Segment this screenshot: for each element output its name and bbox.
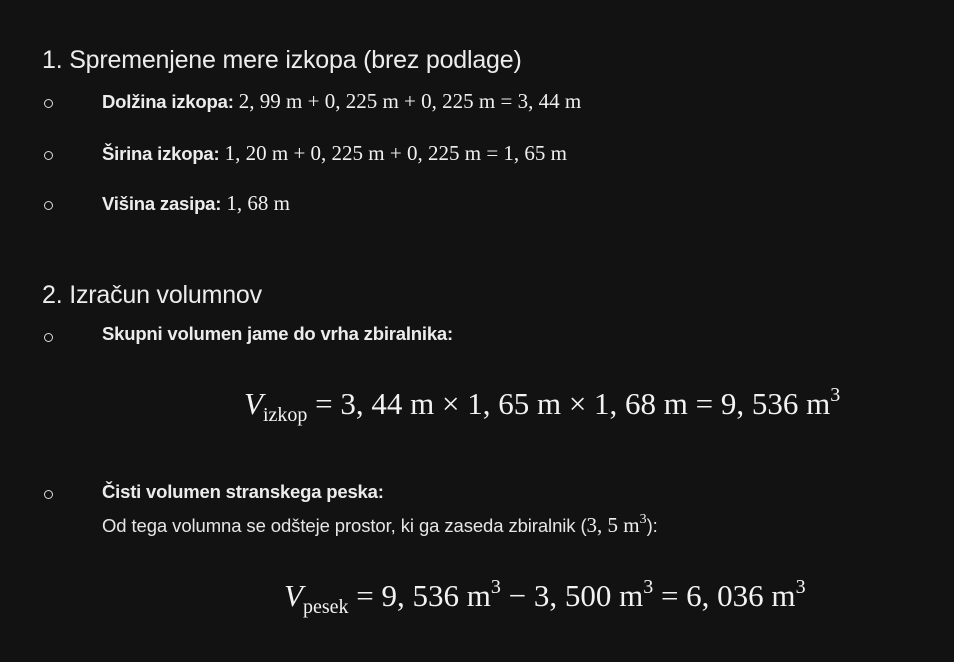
list-item-description <box>102 513 658 538</box>
list-item-dolzina <box>102 89 581 114</box>
item-math: 2, 99 m + 0, 225 m + 0, 225 m = 3, 44 m <box>238 89 582 113</box>
list-item-cisti-volumen <box>102 481 384 503</box>
equation-volume-izkop <box>244 384 841 426</box>
equation-rhs: = 3, 44 m × 1, 65 m × 1, 68 m = 9, 536 m <box>315 386 831 421</box>
section-1-heading: 1. Spremenjene mere izkopa (brez podlage) <box>42 46 522 74</box>
item-label: Čisti volumen stranskega peska: <box>102 481 384 502</box>
item-label: Dolžina izkopa: <box>102 91 234 112</box>
bullet-icon <box>44 201 53 210</box>
item-label: Širina izkopa: <box>102 143 220 164</box>
bullet-icon <box>44 151 53 160</box>
description-text-end: ): <box>646 515 658 536</box>
item-label: Višina zasipa: <box>102 193 222 214</box>
equation-superscript: 3 <box>830 384 841 406</box>
description-text: Od tega volumna se odšteje prostor, ki ga zaseda zbiralnik ( <box>102 515 587 536</box>
list-item-visina <box>102 191 290 216</box>
equation-part-3: = 6, 036 m <box>653 578 796 613</box>
list-item-skupni-volumen <box>102 323 453 345</box>
equation-superscript-1: 3 <box>490 576 501 598</box>
equation-part-1: = 9, 536 m <box>356 578 491 613</box>
equation-superscript-2: 3 <box>643 576 654 598</box>
list-item-sirina <box>102 141 567 166</box>
equation-part-2: − 3, 500 m <box>500 578 644 613</box>
equation-volume-pesek <box>284 576 806 618</box>
item-math: 1, 68 m <box>226 191 290 215</box>
equation-subscript: izkop <box>262 404 308 426</box>
equation-variable: V <box>284 578 303 613</box>
inline-superscript: 3 <box>639 512 647 527</box>
equation-subscript: pesek <box>302 596 349 618</box>
item-math: 1, 20 m + 0, 225 m + 0, 225 m = 1, 65 m <box>224 141 567 165</box>
inline-math: 3, 5 m <box>586 513 640 537</box>
bullet-icon <box>44 490 53 499</box>
equation-variable: V <box>244 386 263 421</box>
bullet-icon <box>44 99 53 108</box>
item-label: Skupni volumen jame do vrha zbiralnika: <box>102 323 453 344</box>
bullet-icon <box>44 333 53 342</box>
equation-superscript-3: 3 <box>795 576 806 598</box>
section-2-heading: 2. Izračun volumnov <box>42 281 262 309</box>
